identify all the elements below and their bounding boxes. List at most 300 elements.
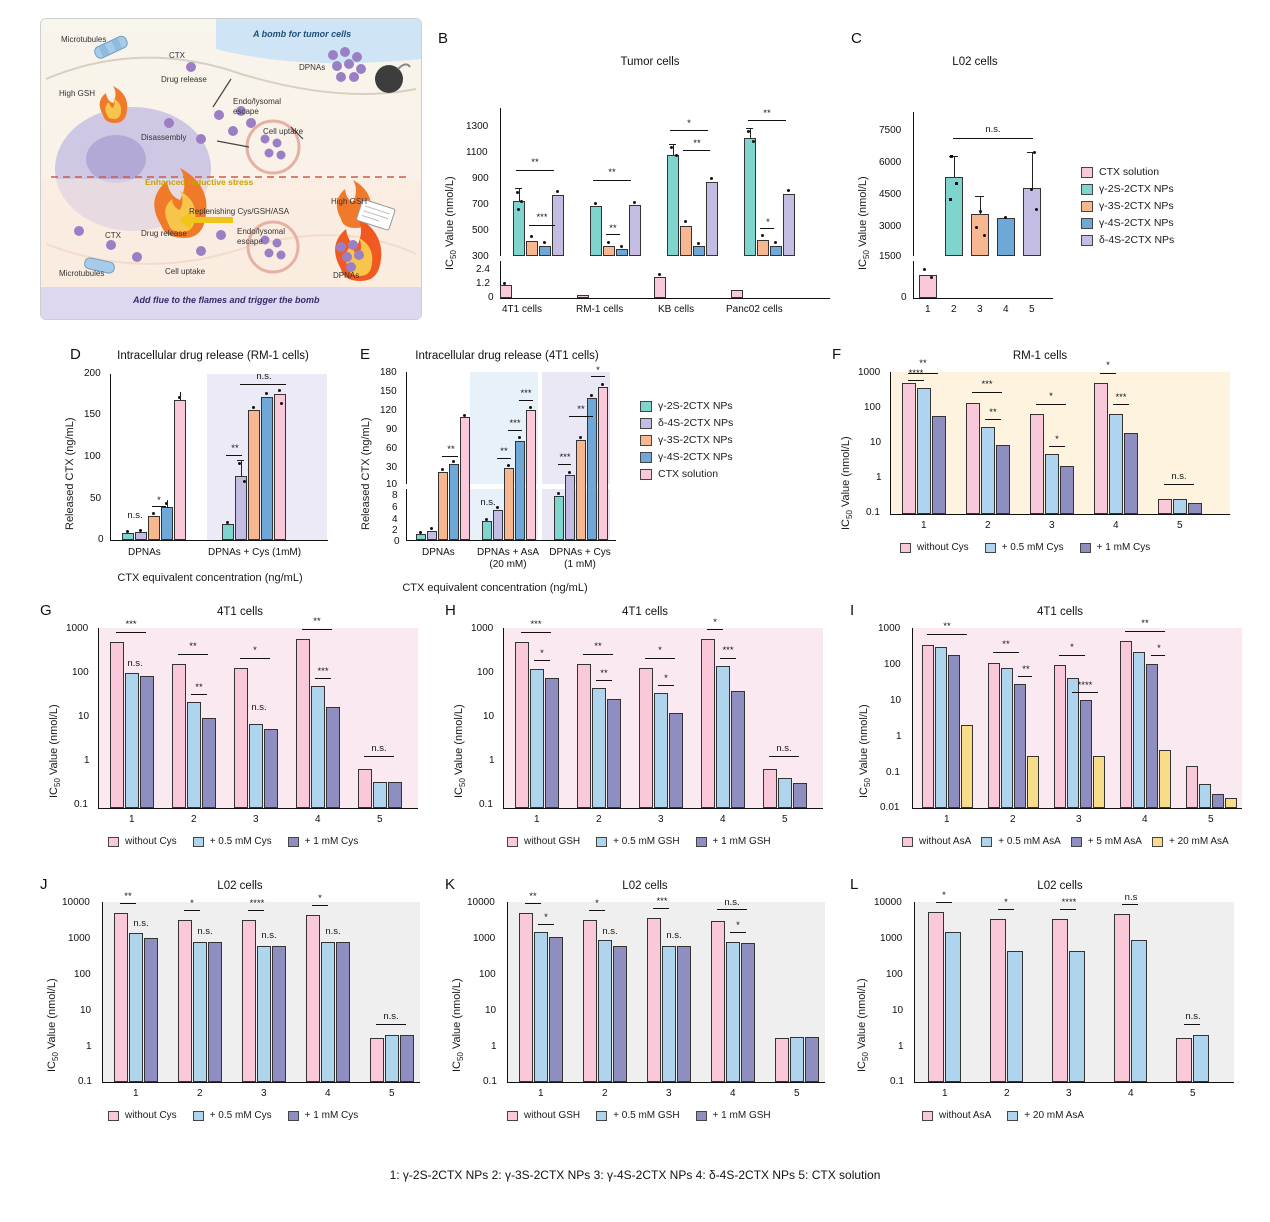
sig-label: * (544, 912, 548, 923)
ytick: 7500 (879, 125, 902, 136)
sig-label: n.s. (480, 497, 496, 508)
bar-g-g5-s1 (358, 769, 372, 808)
errbar (954, 156, 955, 177)
panel-h-ylabel: $IC_{50}$ Value (nmol/L) (453, 704, 468, 798)
panel-f-label: F (832, 346, 842, 363)
bar-e-g1-s4 (449, 464, 459, 540)
bar-l-g3-s2 (1069, 951, 1085, 1082)
ytick: 6 (392, 502, 398, 513)
datapoint (949, 198, 952, 201)
sigline (927, 634, 967, 635)
sig-label: * (1157, 643, 1161, 654)
ytick: 2 (392, 525, 398, 536)
panel-b-ylabel: $IC_{50}$ Value (nmol/L) (444, 176, 459, 270)
sig-label: * (596, 365, 600, 376)
bar-i-g5-s4 (1225, 798, 1237, 808)
datapoint (1033, 151, 1036, 154)
ytick: 100 (84, 451, 101, 462)
legend-label: without Cys (125, 836, 177, 847)
legend-item (507, 836, 580, 847)
sig-label: ** (919, 358, 927, 369)
panel-f-title: RM-1 cells (1012, 350, 1068, 362)
sig-label: * (318, 893, 322, 904)
legend-swatch-half (596, 837, 607, 847)
bar-k-g5-s2 (790, 1037, 804, 1082)
ytick: 0.1 (866, 507, 880, 518)
panel-c-title: L02 cells (952, 56, 998, 68)
legend-label: γ-4S-2CTX NPs (658, 451, 733, 463)
bar-f-g5-s1 (1158, 499, 1172, 514)
panel-e (350, 340, 830, 594)
label-cell-uptake-top: Cell uptake (263, 127, 304, 136)
legend-swatch-ctx (640, 469, 652, 480)
panel-d-title: Intracellular drug release (RM-1 cells) (117, 350, 309, 362)
bar-g-g1-s3 (140, 676, 154, 808)
sig-label: *** (559, 452, 571, 463)
bar-f-g3-s2 (1045, 454, 1059, 514)
sig-label: n.s (1124, 892, 1138, 903)
sigline (653, 908, 669, 909)
sig-label: * (687, 118, 691, 129)
bar-j-g5-s1 (370, 1038, 384, 1082)
legend-item (288, 836, 359, 847)
label-cell-uptake-bottom: Cell uptake (165, 267, 206, 276)
datapoint (684, 220, 687, 223)
sig-label: * (713, 617, 717, 628)
xtick (548, 547, 612, 571)
sigline (1151, 655, 1165, 656)
panel-e-ylabel: Released CTX (ng/mL) (360, 417, 372, 530)
ytick: 10 (890, 695, 902, 706)
sig-label: * (190, 898, 194, 909)
errcap (237, 460, 244, 461)
ytick: 1 (876, 472, 882, 483)
panel-d-xaxis (110, 540, 328, 541)
legend-swatch-ctx (1081, 167, 1093, 178)
panel-i (850, 598, 1270, 868)
xtick: 2 (602, 1088, 608, 1099)
legend-swatch-d4s (640, 418, 652, 429)
sig-label: *** (981, 379, 993, 390)
ytick: 100 (864, 402, 881, 413)
legend-item (922, 1110, 991, 1121)
legend-item (1080, 542, 1151, 553)
bar-g-g4-s1 (296, 639, 310, 808)
ytick: 1500 (879, 251, 902, 262)
sigline (658, 685, 674, 686)
ytick: 10 (80, 1005, 92, 1016)
datapoint (787, 189, 790, 192)
sig-label: *** (722, 645, 734, 656)
ytick: 1 (896, 731, 902, 742)
legend-item (640, 417, 733, 429)
xtick: 3 (666, 1088, 672, 1099)
xtick: 2 (197, 1088, 203, 1099)
sigline (730, 932, 746, 933)
panel-h-label: H (445, 602, 456, 619)
sig-label: * (736, 920, 740, 931)
sigline (683, 150, 710, 151)
xtick: 3 (977, 304, 983, 315)
bar-j-g2-s2 (193, 942, 207, 1082)
sig-label: ** (763, 108, 771, 119)
bar-i-g5-s1 (1186, 766, 1198, 808)
errcap (975, 196, 984, 197)
legend-item (640, 451, 733, 463)
bar-f-g4-s2 (1109, 414, 1123, 514)
bar-j-g3-s2 (257, 946, 271, 1082)
sigline (717, 909, 747, 910)
sigline (519, 400, 533, 401)
ytick: 10 (386, 479, 398, 490)
panel-j-yaxis (102, 902, 103, 1082)
sigline (1184, 1024, 1200, 1025)
bar-h-g2-s3 (607, 699, 621, 808)
sigline (1113, 404, 1129, 405)
sigline (760, 228, 774, 229)
xtick: 2 (985, 520, 991, 531)
sigline (534, 660, 550, 661)
ytick: 100 (886, 969, 903, 980)
xtick: 5 (1029, 304, 1035, 315)
legend-swatch-without (900, 543, 911, 553)
panel-k-label: K (445, 876, 456, 893)
xtick: 5 (389, 1088, 395, 1099)
sig-label: *** (125, 619, 137, 630)
bar-k-g1-s3 (549, 937, 563, 1082)
bar-d-g2-s3 (248, 410, 260, 540)
ytick: 0.1 (890, 1076, 904, 1087)
legend-item (596, 1110, 679, 1121)
panel-i-ylabel: $IC_{50}$ Value (nmol/L) (858, 704, 873, 798)
ytick: 10 (78, 711, 90, 722)
legend-swatch-five (1071, 837, 1082, 847)
xtick: 1 (925, 304, 931, 315)
ytick: 0 (98, 534, 104, 545)
sigline (748, 120, 786, 121)
panel-h-title: 4T1 cells (621, 606, 669, 618)
bar-g-g5-s3 (388, 782, 402, 808)
ytick: 10 (892, 1005, 904, 1016)
legend-swatch-without (922, 1111, 933, 1121)
panel-c (845, 20, 1270, 330)
panel-b-yaxis (500, 108, 501, 298)
legend-swatch-without (507, 1111, 518, 1121)
bar-k-g3-s2 (662, 946, 676, 1082)
legend-label: γ-2S-2CTX NPs (1099, 183, 1174, 195)
bar-d-g1-s2 (135, 532, 147, 540)
legend-label: + 0.5 mM GSH (613, 836, 680, 847)
datapoint (452, 460, 455, 463)
xtick: 3 (1066, 1088, 1072, 1099)
label-disassembly: Disassembly (141, 133, 187, 142)
bar-h-g2-s1 (577, 664, 591, 808)
legend-item (981, 836, 1061, 847)
sigline (516, 170, 554, 171)
bar-g-g5-s2 (373, 782, 387, 808)
sigline (178, 654, 208, 655)
sig-label: ** (1022, 664, 1030, 675)
bar-b-g3-s3 (693, 246, 705, 256)
sig-label: n.s. (197, 926, 213, 937)
legend-item (193, 836, 272, 847)
xtick: 1 (942, 1088, 948, 1099)
sigline (1122, 904, 1138, 905)
legend-label: γ-3S-2CTX NPs (1099, 200, 1174, 212)
bar-e-g3-s3 (576, 440, 586, 540)
panel-i-label: I (850, 602, 855, 619)
xtick: DPNAs (128, 547, 161, 558)
errcap (746, 128, 753, 129)
sig-label: ** (943, 621, 951, 632)
sig-label: ** (693, 138, 701, 149)
bar-i-g3-s2 (1067, 678, 1079, 808)
xtick: 4 (720, 814, 726, 825)
errbar (180, 392, 181, 401)
xtick: Panc02 cells (726, 304, 783, 315)
ytick: 1 (86, 1041, 92, 1052)
ytick: 50 (90, 493, 102, 504)
bar-l-g4-s2 (1131, 940, 1147, 1082)
legend-item (108, 836, 177, 847)
sig-label: n.s. (666, 930, 682, 941)
sigline (184, 910, 200, 911)
legend-swatch-without (108, 837, 119, 847)
sigline (558, 464, 571, 465)
sig-label: **** (1077, 680, 1093, 691)
ytick: 1 (489, 755, 495, 766)
panel-l-legend (922, 1110, 1084, 1121)
datapoint (710, 177, 713, 180)
bar-e-g2-s4 (515, 441, 525, 540)
panel-j-title: L02 cells (217, 880, 263, 892)
datapoint (543, 241, 546, 244)
legend-swatch-g2s (640, 401, 652, 412)
panel-k-xaxis (507, 1082, 825, 1083)
sigline (1125, 631, 1165, 632)
sig-label: ** (609, 223, 617, 234)
bar-f-g1-s3 (932, 416, 946, 514)
xtick: RM-1 cells (576, 304, 624, 315)
sig-label: * (1004, 897, 1008, 908)
sigline (240, 658, 270, 659)
bar-j-g2-s1 (178, 920, 192, 1082)
sigline (993, 652, 1019, 653)
sigline (720, 658, 736, 659)
ytick: 0.01 (880, 802, 900, 813)
sigline (591, 376, 605, 377)
sig-label: * (595, 898, 599, 909)
xtick: 3 (253, 814, 259, 825)
legend-swatch-one (696, 1111, 707, 1121)
ytick: 1000 (471, 623, 494, 634)
legend-swatch-g3s (640, 435, 652, 446)
errbar (519, 188, 520, 201)
datapoint (607, 241, 610, 244)
bar-i-g1-s4 (961, 725, 973, 808)
sig-label: n.s. (1185, 1011, 1201, 1022)
bar-j-g4-s1 (306, 915, 320, 1082)
ytick: 300 (472, 251, 489, 262)
legend-swatch-one (1080, 543, 1091, 553)
ytick: 1000 (878, 623, 901, 634)
sig-label: **** (249, 898, 265, 909)
panel-g-label: G (40, 602, 52, 619)
ytick: 30 (386, 462, 398, 473)
sig-label: * (157, 495, 161, 506)
sig-label: n.s. (1171, 471, 1187, 482)
sig-label: n.s. (256, 371, 272, 382)
sigline (1059, 655, 1085, 656)
bar-h-g5-s1 (763, 769, 777, 808)
ytick: 100 (477, 667, 494, 678)
sigline (596, 680, 612, 681)
datapoint (658, 273, 661, 276)
datapoint (774, 241, 777, 244)
ytick: 1.2 (476, 278, 490, 289)
sig-label: n.s. (261, 930, 277, 941)
legend-swatch-g2s (1081, 184, 1093, 195)
bar-d-g2-s1 (222, 524, 234, 540)
bar-h-g2-s2 (592, 688, 606, 808)
sigline (376, 1024, 406, 1025)
bar-h-g4-s3 (731, 691, 745, 808)
panel-h-xaxis (503, 808, 823, 809)
xtick: 2 (596, 814, 602, 825)
bar-g-g4-s2 (311, 686, 325, 808)
bar-b-g3-s5 (654, 277, 666, 298)
ytick: 1300 (466, 121, 489, 132)
sigline (908, 380, 924, 381)
bar-e-g1-s1 (416, 534, 426, 540)
sig-label: *** (536, 212, 548, 223)
panel-j (40, 872, 450, 1142)
xtick: 2 (1010, 814, 1016, 825)
panel-b-label: B (438, 30, 449, 47)
sig-label: * (1055, 434, 1059, 445)
ytick: 100 (74, 969, 91, 980)
panel-k-title: L02 cells (622, 880, 668, 892)
sig-label: ** (608, 167, 616, 178)
sigline (312, 905, 328, 906)
xtick: 1 (534, 814, 540, 825)
legend-item (640, 468, 733, 480)
panel-d-label: D (70, 346, 81, 363)
bar-f-g1-s1 (902, 383, 916, 514)
bar-f-g2-s2 (981, 427, 995, 514)
errbar (1032, 152, 1033, 188)
label-dpnas-bottom: DPNAs (333, 271, 360, 280)
bar-f-g3-s3 (1060, 466, 1074, 514)
xtick: 3 (658, 814, 664, 825)
panel-b (430, 20, 845, 330)
bar-g-g1-s2 (125, 673, 139, 808)
ytick: 1 (491, 1041, 497, 1052)
legend-item (640, 400, 733, 412)
bar-l-g4-s1 (1114, 914, 1130, 1082)
xtick: 3 (1076, 814, 1082, 825)
legend-label: without GSH (524, 1110, 581, 1121)
bar-f-g2-s1 (966, 403, 980, 514)
panel-e-yaxis (406, 372, 407, 540)
datapoint (697, 242, 700, 245)
legend-swatch-without (902, 837, 913, 847)
panel-g-legend (108, 836, 358, 847)
xtick: 2 (1004, 1088, 1010, 1099)
bar-k-g2-s2 (598, 940, 612, 1082)
bar-d-g2-s4 (261, 397, 273, 540)
panel-b-xaxis (500, 298, 830, 299)
sigline (302, 629, 332, 630)
sigline (442, 456, 458, 457)
bar-k-g4-s1 (711, 921, 725, 1082)
xtick: 1 (133, 1088, 139, 1099)
label-replenishing: Replenishing Cys/GSH/ASA (189, 207, 290, 216)
sig-label: ** (600, 668, 608, 679)
bar-g-g3-s3 (264, 729, 278, 808)
label-ctx-bottom: CTX (105, 231, 121, 240)
legend-label: + 5 mM AsA (1087, 836, 1142, 847)
legend-swatch-one (288, 837, 299, 847)
legend-swatch-half (596, 1111, 607, 1121)
sig-label: ** (124, 891, 132, 902)
sigline (248, 910, 264, 911)
panel-e-xaxis (406, 540, 616, 541)
bar-i-g3-s4 (1093, 756, 1105, 808)
legend-swatch-half (193, 1111, 204, 1121)
bar-f-g3-s1 (1030, 414, 1044, 514)
xtick-line2: DPNAs + Cys (1 mM) (549, 547, 611, 570)
sig-label: ** (1002, 639, 1010, 650)
ytick: 150 (84, 409, 101, 420)
ytick: 0.1 (886, 767, 900, 778)
bar-b-g2-s4 (629, 205, 641, 256)
legend-item (108, 1110, 177, 1121)
ytick: 0.1 (483, 1076, 497, 1087)
bar-b-g4-s4 (783, 194, 795, 256)
sigline (240, 384, 286, 385)
bar-b-g2-s1 (590, 206, 602, 256)
xtick: 1 (129, 814, 135, 825)
xtick: 4T1 cells (502, 304, 543, 315)
bar-b-g2-s2 (603, 246, 615, 256)
sig-label: ** (594, 641, 602, 652)
sigline (593, 180, 631, 181)
legend-label: without AsA (919, 836, 972, 847)
bar-i-g1-s1 (922, 645, 934, 808)
legend-label: γ-2S-2CTX NPs (658, 400, 733, 412)
bar-k-g5-s1 (775, 1038, 789, 1082)
bar-f-g4-s1 (1094, 383, 1108, 514)
legend-label: without GSH (524, 836, 581, 847)
legend-label: + 1 mM Cys (1096, 542, 1151, 553)
legend-swatch-twenty (1152, 837, 1163, 847)
sigline (998, 909, 1014, 910)
ytick: 3000 (879, 221, 902, 232)
xtick: 1 (944, 814, 950, 825)
panel-j-ylabel: $IC_{50}$ Value (nmol/L) (46, 978, 61, 1072)
legend-swatch-half (985, 543, 996, 553)
label-dpnas-top: DPNAs (299, 63, 326, 72)
sig-label: n.s. (371, 743, 387, 754)
legend-label: + 0.5 mM Cys (1001, 542, 1064, 553)
sig-label: * (540, 648, 544, 659)
panel-f-ylabel: $IC_{50}$ Value (nmol/L) (840, 436, 855, 530)
panel-a-illustration (40, 18, 422, 320)
legend-swatch-g4s (1081, 218, 1093, 229)
xtick: DPNAs (422, 547, 455, 558)
bar-b-g1-s3 (539, 246, 551, 256)
